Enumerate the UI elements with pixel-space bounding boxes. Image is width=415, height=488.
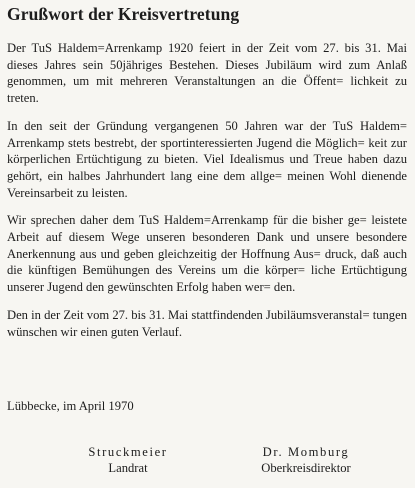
signatory-role: Oberkreisdirektor <box>261 461 351 475</box>
signature-block-oberkreisdirektor <box>236 444 376 476</box>
paragraph-3: Wir sprechen daher dem TuS Haldem=Arrenkamp für die bisher ge= leistete Arbeit auf diesem Wege unseren besonderen Dank und unsere besondere Anerkennung aus und geben gleichzeitig der Hoffnung Aus= druck, daß auch die künftigen Bemühungen des Vereins um die körper= liche Ertüchtigung unserer Jugend den gewünschten Erfolg haben wer= den. <box>7 213 407 295</box>
paragraph-2: In den seit der Gründung vergangenen 50 Jahren war der TuS Haldem= Arrenkamp stets bestrebt, der sportinteressierten Jugend die Möglich= keit zur körperlichen Ertüchtigung zu bieten. Viel Idealismus und Treue haben dazu gehört, ein halbes Jahrhundert lang eine dem allge= meinen Wohl dienende Vereinsarbeit zu leisten. <box>7 118 407 200</box>
paragraph-4: Den in der Zeit vom 27. bis 31. Mai stattfindenden Jubiläumsveranstal= tungen wünschen wir einen guten Verlauf. <box>7 307 407 339</box>
signatory-role: Landrat <box>108 461 148 475</box>
signatory-name: Dr. Momburg <box>262 445 350 459</box>
signatory-name: Struckmeier <box>88 445 168 459</box>
dateline: Lübbecke, im April 1970 <box>7 399 134 413</box>
paragraph-1: Der TuS Haldem=Arrenkamp 1920 feiert in der Zeit vom 27. bis 31. Mai dieses Jahres sein 50jähriges Bestehen. Dieses Jubiläum wird zum Anlaß genommen, um mit mehreren Veranstaltungen an die Öffent= lichkeit zu treten. <box>7 41 407 106</box>
page-title: Grußwort der Kreisvertretung <box>7 4 240 24</box>
letter-body <box>7 40 407 351</box>
signature-block-landrat <box>58 444 198 476</box>
